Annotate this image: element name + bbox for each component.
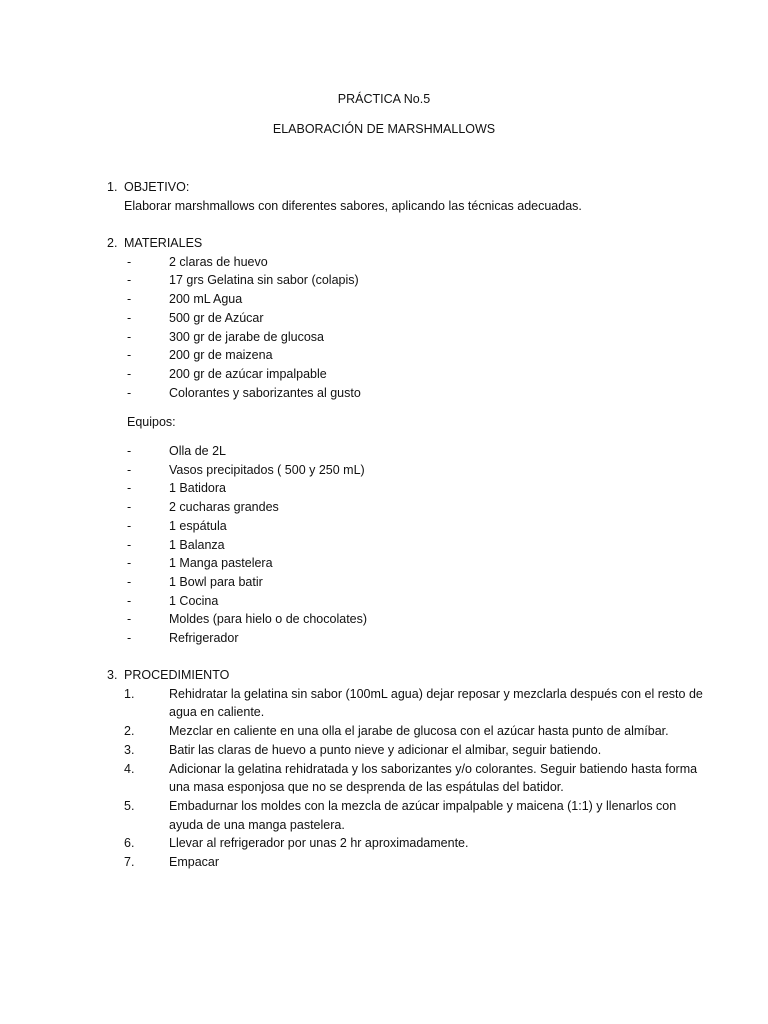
dash-bullet: - — [127, 593, 132, 608]
list-item-text: Refrigerador — [169, 631, 239, 646]
list-item-text: 1 Cocina — [169, 593, 219, 608]
dash-bullet: - — [127, 292, 132, 307]
step-text: Embadurnar los moldes con la mezcla de azúcar impalpable y maicena (1:1) y llenarlos con ayuda de una manga pastelera. — [169, 798, 677, 832]
step-text: Empacar — [169, 855, 220, 870]
list-item — [124, 498, 707, 517]
step-text: Rehidratar la gelatina sin sabor (100mL agua) dejar reposar y mezclarla después con el resto de agua en caliente. — [169, 686, 703, 720]
page-title: PRÁCTICA No.5 — [337, 92, 431, 106]
dash-bullet: - — [127, 348, 132, 363]
section-title: MATERIALES — [124, 236, 203, 250]
list-item — [124, 328, 707, 347]
procedure-step — [124, 853, 707, 872]
section-heading — [107, 234, 707, 253]
dash-bullet: - — [127, 500, 132, 515]
list-item — [124, 592, 707, 611]
objetivo-text: Elaborar marshmallows con diferentes sabores, aplicando las técnicas adecuadas. — [124, 198, 582, 213]
dash-bullet: - — [127, 574, 132, 589]
step-text: Batir las claras de huevo a punto nieve y adicionar el almibar, seguir batiendo. — [169, 742, 602, 757]
list-item — [124, 536, 707, 555]
page-subtitle: ELABORACIÓN DE MARSHMALLOWS — [272, 122, 496, 136]
list-item-text: 1 Bowl para batir — [169, 574, 263, 589]
procedure-step — [124, 834, 707, 853]
dash-bullet: - — [127, 310, 132, 325]
list-item — [124, 573, 707, 592]
list-item-text: 17 grs Gelatina sin sabor (colapis) — [169, 273, 359, 288]
list-item-text: 1 Manga pastelera — [169, 556, 273, 571]
section-number: 3. — [107, 668, 118, 682]
step-text: Adicionar la gelatina rehidratada y los saborizantes y/o colorantes. Seguir batiendo hasta forma una masa esponjosa que no se desprenda de las espátulas del batidor. — [169, 761, 698, 795]
step-number: 2. — [124, 724, 135, 739]
list-item — [124, 517, 707, 536]
step-number: 1. — [124, 686, 135, 701]
list-item — [124, 554, 707, 573]
section-heading — [107, 666, 707, 685]
section-objetivo — [107, 178, 707, 215]
step-number: 3. — [124, 742, 135, 757]
section-procedimiento — [107, 666, 707, 872]
list-item-text: Vasos precipitados ( 500 y 250 mL) — [169, 462, 365, 477]
section-materiales — [107, 234, 707, 402]
dash-bullet: - — [127, 481, 132, 496]
list-item-text: 1 Batidora — [169, 481, 226, 496]
section-equipos — [107, 413, 707, 432]
dash-bullet: - — [127, 366, 132, 381]
list-item — [124, 479, 707, 498]
step-text: Mezclar en caliente en una olla el jarabe de glucosa con el azúcar hasta punto de almíbar. — [169, 724, 669, 739]
dash-bullet: - — [127, 556, 132, 571]
dash-bullet: - — [127, 631, 132, 646]
list-item — [124, 461, 707, 480]
dash-bullet: - — [127, 444, 132, 458]
dash-bullet: - — [127, 462, 132, 477]
list-item — [124, 346, 707, 365]
dash-bullet: - — [127, 612, 132, 627]
section-title: PROCEDIMIENTO — [124, 668, 230, 682]
dash-bullet: - — [127, 273, 132, 288]
materials-list — [107, 253, 707, 403]
procedure-steps — [107, 685, 707, 872]
dash-bullet: - — [127, 254, 132, 269]
list-item — [124, 442, 707, 461]
list-item-text: 1 espátula — [169, 518, 227, 533]
procedure-step — [124, 797, 707, 834]
list-item-text: 2 claras de huevo — [169, 254, 268, 269]
section-number: 1. — [107, 180, 118, 194]
procedure-step — [124, 741, 707, 760]
list-item-text: 500 gr de Azúcar — [169, 310, 264, 325]
dash-bullet: - — [127, 385, 132, 400]
list-item — [124, 610, 707, 629]
procedure-step — [124, 685, 707, 722]
procedure-step — [124, 760, 707, 797]
list-item-text: 200 gr de azúcar impalpable — [169, 366, 327, 381]
step-text: Llevar al refrigerador por unas 2 hr aproximadamente. — [169, 836, 469, 851]
equipment-list — [107, 442, 707, 648]
list-item — [124, 384, 707, 403]
list-item-text: 300 gr de jarabe de glucosa — [169, 329, 324, 344]
procedure-step — [124, 722, 707, 741]
list-item-text: Olla de 2L — [169, 444, 226, 458]
step-number: 6. — [124, 836, 135, 851]
step-number: 4. — [124, 761, 135, 776]
dash-bullet: - — [127, 537, 132, 552]
list-item-text: 2 cucharas grandes — [169, 500, 279, 515]
list-item-text: Colorantes y saborizantes al gusto — [169, 385, 361, 400]
list-item — [124, 290, 707, 309]
step-number: 7. — [124, 855, 135, 870]
list-item — [124, 271, 707, 290]
equipos-heading: Equipos: — [127, 415, 176, 429]
step-number: 5. — [124, 798, 135, 813]
list-item-text: Moldes (para hielo o de chocolates) — [169, 612, 368, 627]
list-item — [124, 253, 707, 272]
section-heading — [107, 178, 707, 197]
list-item-text: 200 mL Agua — [169, 292, 243, 307]
dash-bullet: - — [127, 329, 132, 344]
section-equipos-list — [107, 442, 707, 648]
list-item — [124, 365, 707, 384]
list-item — [124, 309, 707, 328]
dash-bullet: - — [127, 518, 132, 533]
list-item — [124, 629, 707, 648]
list-item-text: 1 Balanza — [169, 537, 225, 552]
section-title: OBJETIVO: — [124, 180, 190, 194]
list-item-text: 200 gr de maizena — [169, 348, 273, 363]
section-number: 2. — [107, 236, 118, 250]
